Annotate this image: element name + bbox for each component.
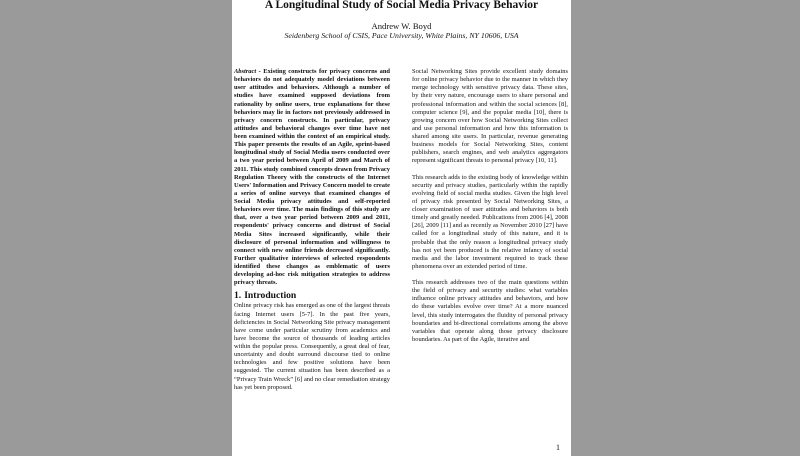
- author-name: Andrew W. Boyd: [371, 21, 432, 31]
- body-paragraph-2: This research adds to the existing body of knowledge within security and privacy studies, particularly within the rapidly evolving field of social media studies. Given the high level of privacy risk presented by Social Networking Sites, a closer examination of user attitudes and behaviors is both timely and greatly needed. Publications from 2006 [4], 2008 [26], 2009 [11] and as recently as November 2010 [27] have called for a longitudinal study of this nature, and it is probable that the only reason a longitudinal privacy study has not yet been produced is the relative infancy of social media and the labor investment required to track these phenomena over an extended period of time.: [412, 173, 568, 270]
- author-affiliation: Seidenberg School of CSIS, Pace University, White Plains, NY 10606, USA: [284, 31, 519, 40]
- left-column: [234, 68, 390, 392]
- section-title: Introduction: [244, 290, 297, 302]
- right-column: [412, 68, 568, 344]
- intro-paragraph-1: Online privacy risk has emerged as one of the largest threats facing Internet users [5-7]. In the past five years, deficiencies in Social Networking Site privacy management have come under particular scrutiny from academics and have become the source of thousands of leading articles within the popular press. Consequently, a great deal of fear, uncertainty and doubt surround discourse tied to online technologies and few positive solutions have been suggested. The current situation has been described as a “Privacy Train Wreck” [6] and no clear remediation strategy has yet been proposed.: [234, 302, 390, 391]
- abstract-label: Abstract -: [234, 68, 261, 75]
- body-paragraph-3: This research addresses two of the main questions within the field of privacy and security studies: what variables influence online privacy attitudes and behaviors, and how do these variables evolve over time? At a more nuanced level, this study interrogates the fluidity of personal privacy boundaries and bi-directional correlations among the above variables that operate along those privacy disclosure boundaries. As part of the Agile, iterative and: [412, 279, 568, 343]
- abstract: [234, 68, 390, 287]
- paper-title: A Longitudinal Study of Social Media Privacy Behavior: [264, 0, 539, 11]
- body-paragraph-1: Social Networking Sites provide excellent study domains for online privacy behavior due to the manner in which they merge technology with sensitive privacy data. These sites, by their very nature, encourage users to share personal and professional information and within the social sciences [8], computer science [9], and the popular media [10], there is growing concern over how Social Networking Sites collect and use personal information and how this information is shared among site users. In particular, revenue generating business models for Social Networking Sites, content publishers, search engines, and web analytics aggregators represent significant threats to personal privacy [10, 11].: [412, 68, 568, 165]
- section-number: 1.: [234, 290, 242, 302]
- abstract-text: Existing constructs for privacy concerns and behaviors do not adequately model deviations between user attitudes and behaviors. Although a number of studies have examined supposed deviations from rationality by online users, true explanations for these behaviors may lie in factors not previously addressed in privacy concern constructs. In particular, privacy attitudes and behavioral changes over time have not been examined within the context of an empirical study. This paper presents the results of an Agile, sprint-based longitudinal study of Social Media users conducted over a two year period between April of 2009 and March of 2011. This study combined concepts drawn from Privacy Regulation Theory with the constructs of the Internet Users' Information and Privacy Concern model to create a series of online surveys that examined changes of Social Media privacy attitudes and self-reported behaviors over time. The main findings of this study are that, over a two year period between 2009 and 2011, respondents' privacy concerns and distrust of Social Media Sites increased significantly, while their disclosure of personal information and willingness to connect with new online friends decreased significantly. Further qualitative interviews of selected respondents identified these changes as emblematic of users developing ad-hoc risk mitigation strategies to address privacy threats.: [234, 68, 391, 287]
- paper-page: [232, 0, 571, 456]
- section-heading-introduction: [234, 290, 390, 301]
- page-number: 1: [556, 443, 560, 452]
